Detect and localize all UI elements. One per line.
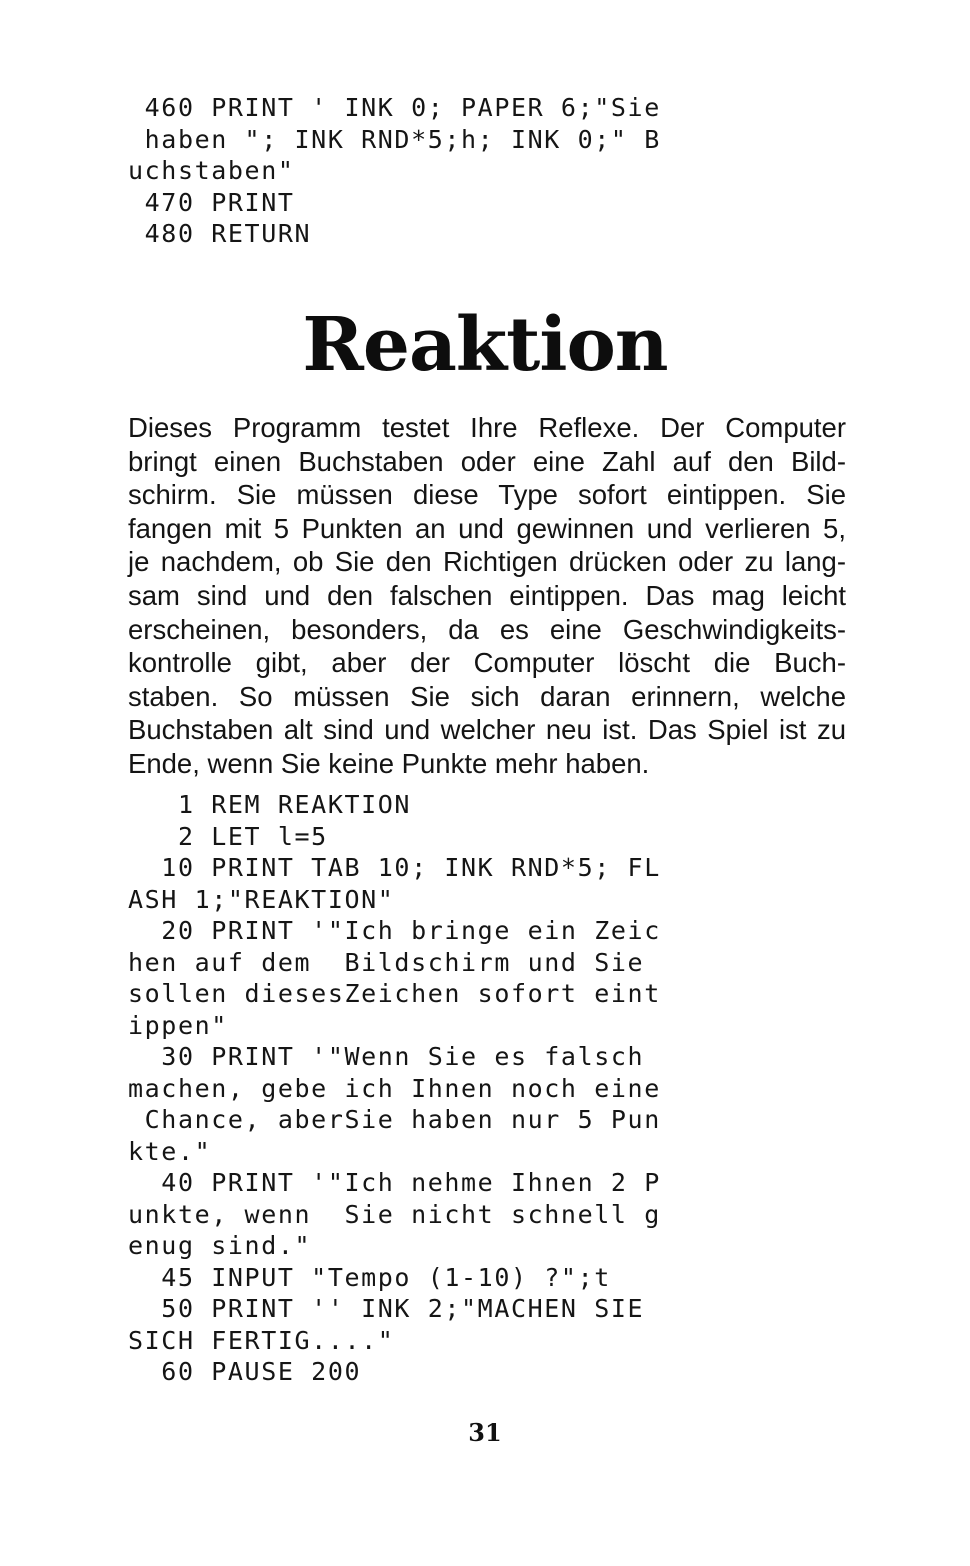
body-line: staben. So müssen Sie sich daran erinnern, welche <box>128 680 846 712</box>
body-line: je nachdem, ob Sie den Richtigen drücken oder zu lang- <box>128 546 846 578</box>
page-number: 31 <box>468 1418 502 1447</box>
code-line: 60 PAUSE 200 <box>128 1357 362 1386</box>
code-line: 20 PRINT '"Ich bringe ein Zeic <box>128 916 661 945</box>
code-line: enug sind." <box>128 1231 312 1260</box>
body-line: Dieses Programm testet Ihre Reflexe. Der Computer <box>128 412 846 443</box>
body-line: Buchstaben alt sind und welcher neu ist. Das Spiel ist zu <box>128 714 846 746</box>
code-line: 2 LET l=5 <box>128 821 328 851</box>
code-line: hen auf dem Bildschirm und Sie <box>128 947 645 977</box>
body-line: fangen mit 5 Punkten an und gewinnen und verlieren 5, <box>128 512 846 544</box>
code-line: 40 PRINT '"Ich nehme Ihnen 2 P <box>128 1168 661 1197</box>
code-line: sollen diesesZeichen sofort eint <box>128 979 661 1008</box>
code-line: unkte, wenn Sie nicht schnell g <box>128 1199 661 1229</box>
code-line: ippen" <box>128 1010 228 1040</box>
code-line: 1 REM REAKTION <box>128 790 412 819</box>
body-line: sam sind und den falschen eintippen. Das mag leicht <box>128 579 846 611</box>
code-line: 480 RETURN <box>128 219 312 248</box>
body-line: erscheinen, besonders, da es eine Geschwindigkeits- <box>128 613 846 645</box>
code-line: 50 PRINT '' INK 2;"MACHEN SIE <box>128 1294 645 1323</box>
code-listing-reaktion <box>128 789 661 1388</box>
body-line: schirm. Sie müssen diese Type sofort eintippen. Sie <box>128 479 846 511</box>
body-line: kontrolle gibt, aber der Computer löscht die Buch- <box>128 647 846 679</box>
code-line: SICH FERTIG...." <box>128 1325 395 1355</box>
body-line: bringt einen Buchstaben oder eine Zahl auf den Bild- <box>128 445 846 477</box>
code-line: kte." <box>128 1136 212 1166</box>
code-line: uchstaben" <box>128 156 295 185</box>
code-line: ASH 1;"REAKTION" <box>128 884 395 914</box>
code-line: 30 PRINT '"Wenn Sie es falsch <box>128 1042 645 1071</box>
code-line: machen, gebe ich Ihnen noch eine <box>128 1073 661 1103</box>
body-paragraph <box>128 411 846 781</box>
section-title: Reaktion <box>302 302 668 388</box>
code-line: 460 PRINT ' INK 0; PAPER 6;"Sie <box>128 93 661 122</box>
body-line: Ende, wenn Sie keine Punkte mehr haben. <box>128 747 650 779</box>
code-line: 45 INPUT "Tempo (1-10) ?";t <box>128 1262 611 1292</box>
code-line: 10 PRINT TAB 10; INK RND*5; FL <box>128 853 661 882</box>
code-line: haben "; INK RND*5;h; INK 0;" B <box>128 124 661 154</box>
code-line: Chance, aberSie haben nur 5 Pun <box>128 1105 661 1134</box>
code-line: 470 PRINT <box>128 187 295 217</box>
code-listing-top <box>128 92 661 250</box>
